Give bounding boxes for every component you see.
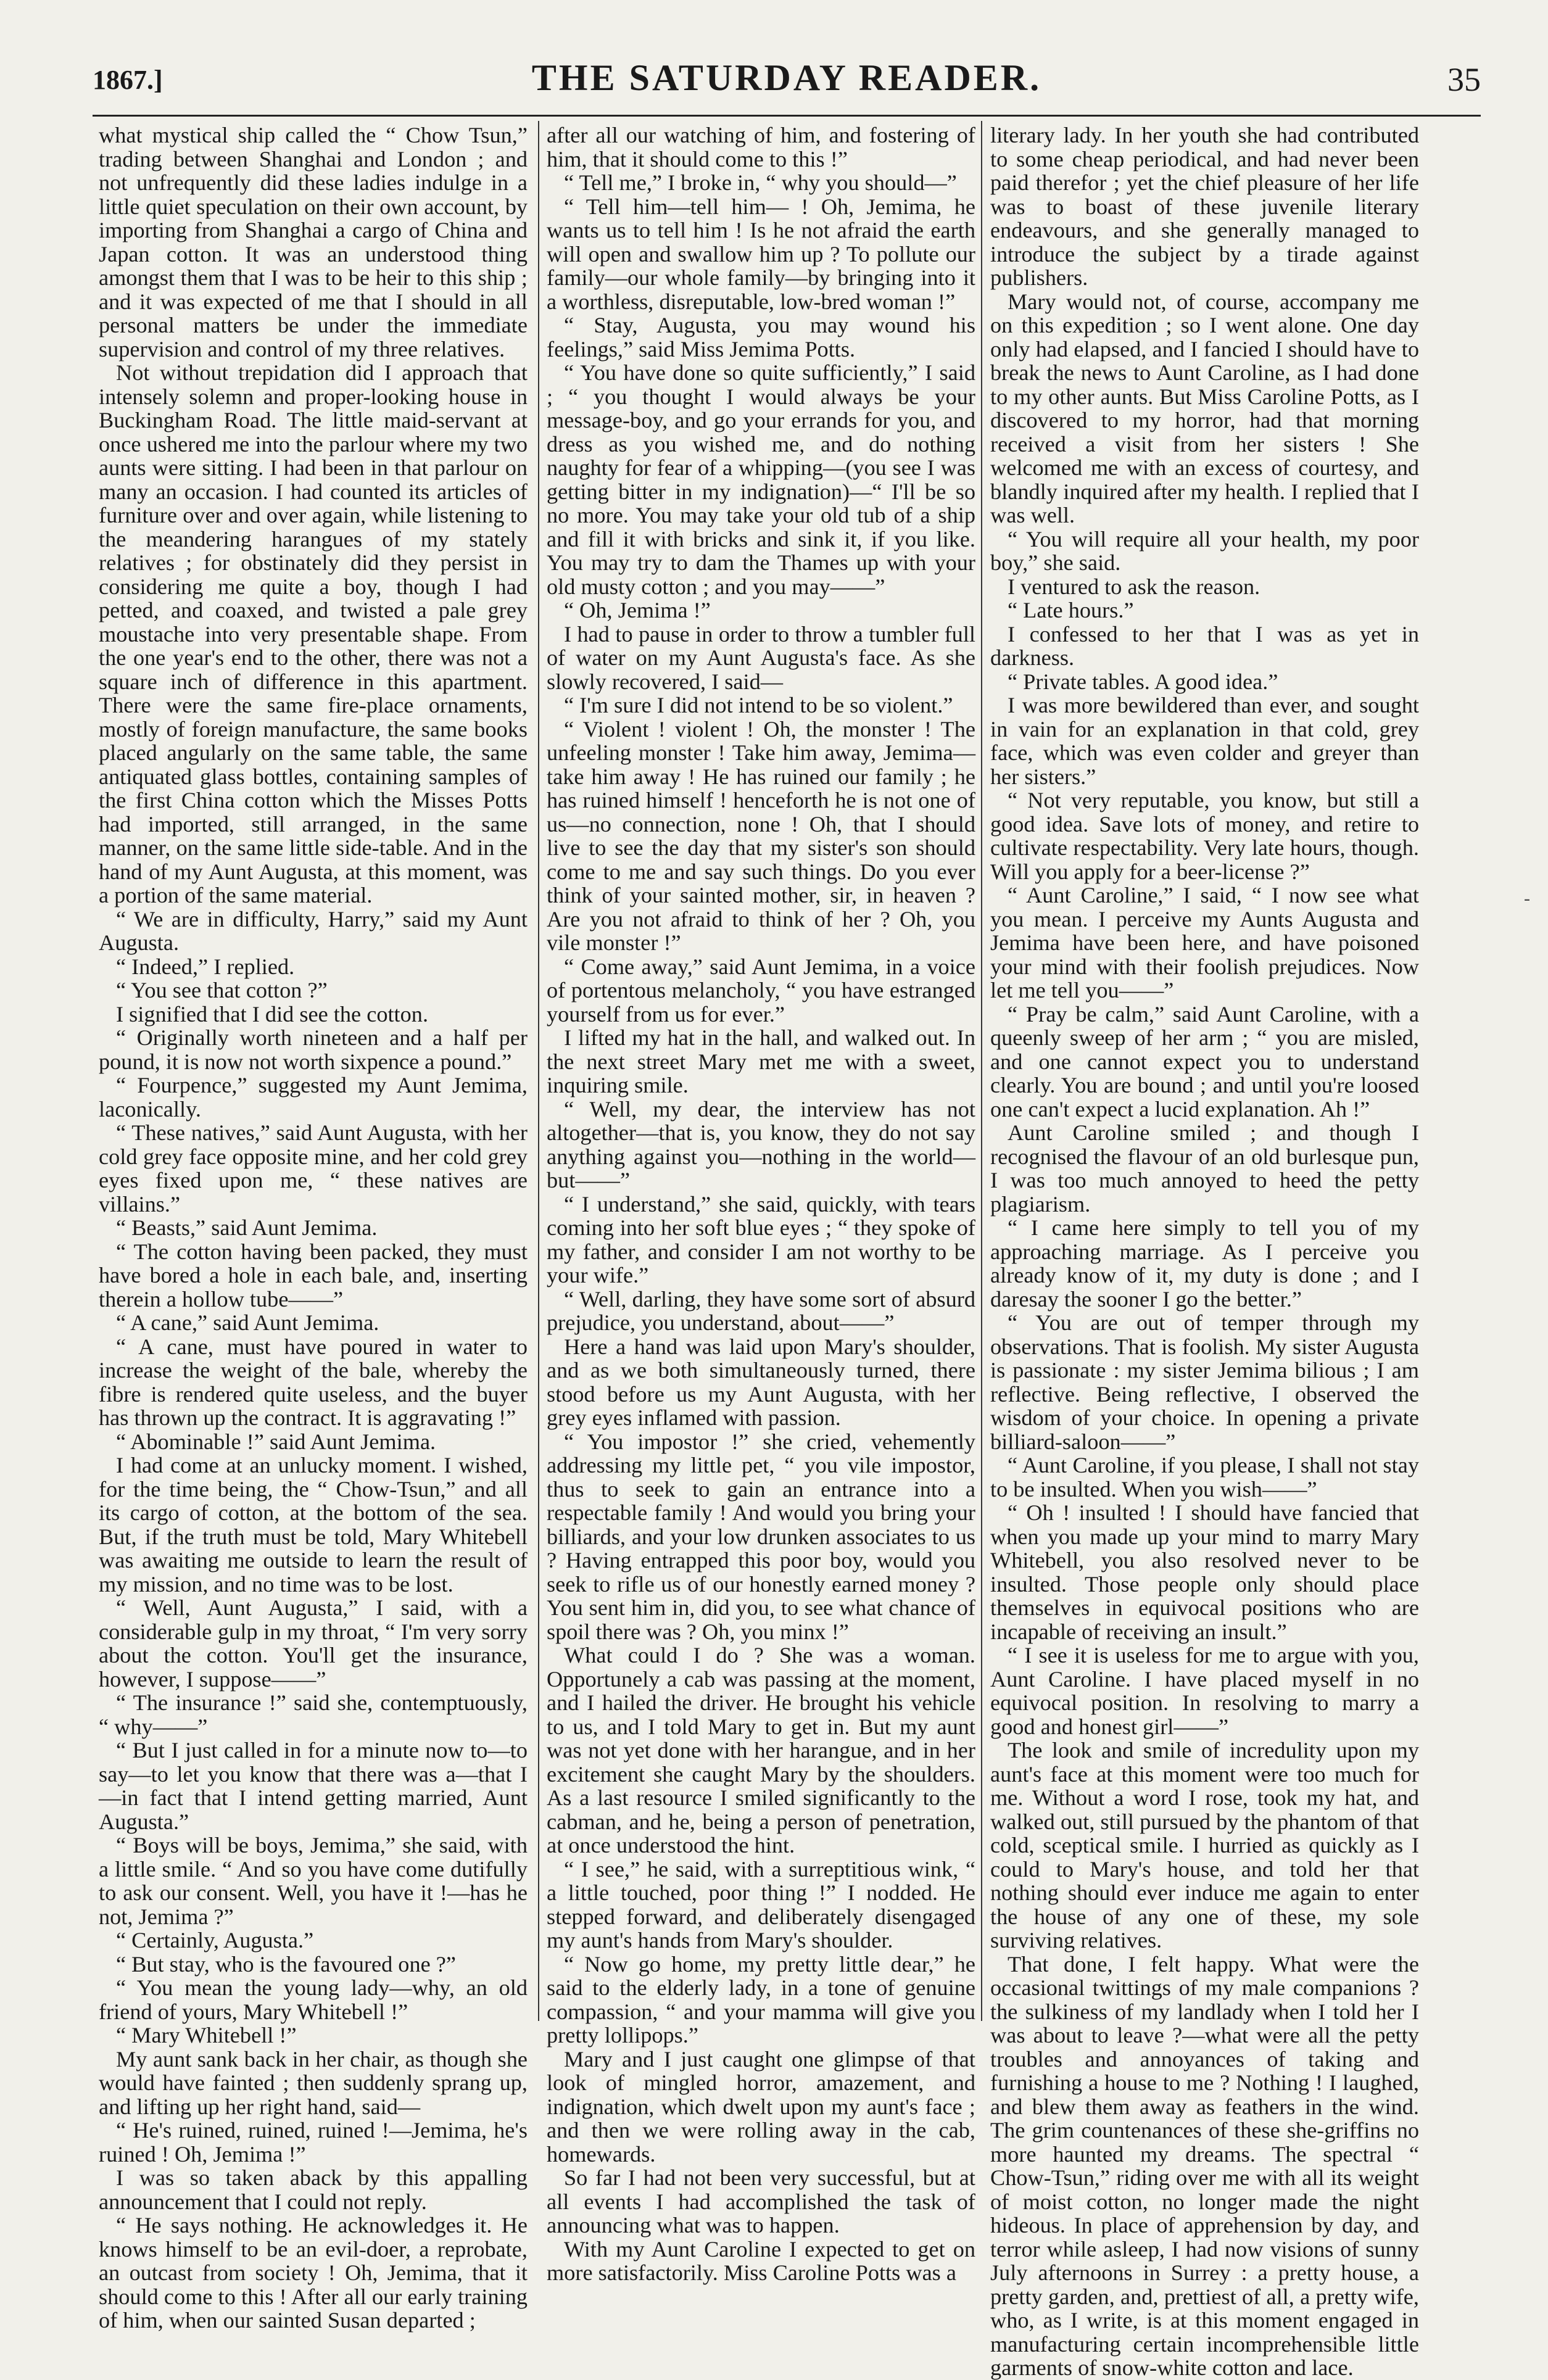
paragraph: “ A cane, must have poured in water to increase the weight of the bale, whereby the fibre is rendered quite useless, and the buyer has thrown up the contract. It is aggravating !” [99,1334,528,1430]
paragraph: “ I understand,” she said, quickly, with tears coming into her soft blue eyes ; “ they spoke of my father, and consider I am not worthy to be your wife.” [547,1191,975,1287]
paragraph: “ The insurance !” said she, contemptuously, “ why——” [99,1690,528,1739]
paragraph: The look and smile of incredulity upon my aunt's face at this moment were too much for me. Without a word I rose, took my hat, and walked out, still pursued by the phantom of that cold, sceptical smile. I hurried as quickly as I could to Mary's house, and told her that nothing should ever induce me again to enter the house of any one of these, my sole surviving relatives. [990,1738,1419,1952]
paragraph: “ Fourpence,” suggested my Aunt Jemima, laconically. [99,1073,528,1122]
paragraph: after all our watching of him, and fostering of him, that it should come to this !” [547,123,975,171]
paragraph: “ But I just called in for a minute now to—to say—to let you know that there was a—that I —in fact that I intend getting married, Aunt Augusta.” [99,1738,528,1834]
column-divider-1 [538,121,539,2021]
paragraph: “ Certainly, Augusta.” [116,1928,314,1952]
paragraph: What could I do ? She was a woman. Opportunely a cab was passing at the moment, and I hailed the driver. He brought his vehicle to us, and I told Mary to get in. But my aunt was not yet done with her harangue, and in her excitement she caught Mary by the shoulders. As a last resource I smiled significantly to the cabman, and he, being a person of penetration, at once understood the hint. [547,1643,975,1857]
paragraph: “ Indeed,” I replied. [116,954,295,979]
paragraph: So far I had not been very successful, but at all events I had accomplished the task of announcing what was to happen. [547,2165,975,2237]
paragraph: “ Not very reputable, you know, but still a good idea. Save lots of money, and retire to cultivate respectability. Very late hours, though. Will you apply for a beer-license ?” [990,788,1419,884]
paragraph: I confessed to her that I was as yet in darkness. [990,621,1419,670]
paragraph: I signified that I did see the cotton. [116,1001,429,1027]
paragraph: “ Originally worth nineteen and a half per pound, it is now not worth sixpence a pound.” [99,1025,528,1074]
paragraph: I lifted my hat in the hall, and walked out. In the next street Mary met me with a sweet, inquiring smile. [547,1025,975,1097]
paragraph: “ Private tables. A good idea.” [1008,669,1278,694]
paragraph: literary lady. In her youth she had contributed to some cheap periodical, and had never been paid therefor ; yet the chief pleasure of her life was to boast of these juvenile literary endeavours, and she generally managed to introduce the subject by a tirade against publishers. [990,123,1419,290]
paragraph: “ Now go home, my pretty little dear,” he said to the elderly lady, in a tone of genuine compassion, “ and your mamma will give you pretty lollipops.” [547,1951,975,2047]
paragraph: “ A cane,” said Aunt Jemima. [116,1310,379,1335]
paragraph: “ Come away,” said Aunt Jemima, in a voice of portentous melancholy, “ you have estranged yourself from us for ever.” [547,954,975,1027]
paragraph: “ I came here simply to tell you of my approaching marriage. As I perceive you already know of it, my duty is done ; and I daresay the sooner I go the better.” [990,1215,1419,1312]
paragraph: “ Well, my dear, the interview has not altogether—that is, you know, they do not say anything against you—nothing in the world—but——” [547,1096,975,1192]
paragraph: “ You are out of temper through my observations. That is foolish. My sister Augusta is passionate : my sister Jemima bilious ; I am reflective. Being reflective, I observed the wisdom of your choice. In opening a private billiard-saloon——” [990,1310,1419,1454]
paragraph: I was more bewildered than ever, and sought in vain for an explanation in that cold, grey face, which was even colder and greyer than her sisters.” [990,693,1419,789]
paragraph: “ He says nothing. He acknowledges it. He knows himself to be an evil-doer, a reprobate, an outcast from society ! Oh, Jemima, that it should come to this ! After all our early training of him, when our sainted Susan departed ; [99,2213,528,2332]
text-column-3 [990,123,1419,2380]
paragraph: “ Tell him—tell him— ! Oh, Jemima, he wants us to tell him ! Is he not afraid the earth will open and swallow him up ? To pollute our family—our whole family—by bringing into it a worthless, disreputable, low-bred woman !” [547,194,975,314]
paragraph: With my Aunt Caroline I expected to get on more satisfactorily. Miss Caroline Potts was a [547,2236,975,2285]
paragraph: Aunt Caroline smiled ; and though I recognised the flavour of an old burlesque pun, I was too much annoyed to heed the petty plagiarism. [990,1120,1419,1217]
paragraph: “ Pray be calm,” said Aunt Caroline, with a queenly sweep of her arm ; “ you are misled, and one cannot expect you to understand clearly. You are bound ; and until you're loosed one can't expect a lucid explanation. Ah !” [990,1001,1419,1122]
paragraph: “ Late hours.” [1008,598,1134,622]
paragraph: “ You impostor !” she cried, vehemently addressing my little pet, “ you vile impostor, thus to seek to gain an entrance into a respectable family ! And would you bring your billiards, and your low drunken associates to us ? Having entrapped this poor boy, would you seek to rifle us of our honestly earned money ? You sent him in, did you, to see what chance of spoil there was ? Oh, you minx !” [547,1429,975,1644]
paragraph: “ Oh, Jemima !” [564,598,711,622]
paragraph: I was so taken aback by this appalling announcement that I could not reply. [99,2165,528,2214]
paragraph: “ You mean the young lady—why, an old friend of yours, Mary Whitebell !” [99,1975,528,2024]
paragraph: I ventured to ask the reason. [1008,574,1260,599]
paragraph: “ You will require all your health, my poor boy,” she said. [990,526,1419,575]
paragraph: “ You have done so quite sufficiently,” I said ; “ you thought I would always be your message-boy, and go your errands for you, and dress as you wished me, and do nothing naughty for fear of a whipping—(you see I was getting bitter in my indignation)—“ I'll be so no more. You may take your old tub of a ship and fill it with bricks and sink it, if you like. You may try to dam the Thames up with your old musty cotton ; and you may——” [547,360,975,599]
paragraph: “ Aunt Caroline,” I said, “ I now see what you mean. I perceive my Aunts Augusta and Jemima have been here, and have poisoned your mind with their foolish prejudices. Now let me tell you——” [990,883,1419,1002]
paragraph: “ Violent ! violent ! Oh, the monster ! The unfeeling monster ! Take him away, Jemima—take him away ! He has ruined our family ; he has ruined himself ! henceforth he is not one of us—no connection, none ! Oh, that I should live to see the day that my sister's son should come to me and say such things. Do you ever think of your sainted mother, sir, in heaven ? Are you not afraid to think of her ? Oh, you vile monster !” [547,716,975,955]
paragraph: I had come at an unlucky moment. I wished, for the time being, the “ Chow-Tsun,” and all its cargo of cotton, at the bottom of the sea. But, if the truth must be told, Mary Whitebell was awaiting me outside to learn the result of my mission, and no time was to be lost. [99,1453,528,1597]
paragraph: Mary would not, of course, accompany me on this expedition ; so I went alone. One day only had elapsed, and I fancied I should have to break the news to Aunt Caroline, as I had done to my other aunts. But Miss Caroline Potts, as I discovered to my horror, had that morning received a visit from her sisters ! She welcomed me with an excess of courtesy, and blandly inquired after my health. I replied that I was well. [990,289,1419,527]
paragraph: “ The cotton having been packed, they must have bored a hole in each bale, and, inserting therein a hollow tube——” [99,1239,528,1312]
paragraph: “ Well, Aunt Augusta,” I said, with a considerable gulp in my throat, “ I'm very sorry about the cotton. You'll get the insurance, however, I suppose——” [99,1595,528,1692]
paragraph: “ Abominable !” said Aunt Jemima. [116,1429,436,1454]
paragraph: “ I see it is useless for me to argue with you, Aunt Caroline. I have placed myself in no equivocal position. In resolving to marry a good and honest girl——” [990,1643,1419,1739]
paragraph: “ We are in difficulty, Harry,” said my Aunt Augusta. [99,906,528,955]
paragraph: “ Beasts,” said Aunt Jemima. [116,1215,378,1240]
paragraph: “ But stay, who is the favoured one ?” [116,1951,457,1977]
masthead-title: THE SATURDAY READER. [531,57,1042,98]
text-column-2 [547,123,975,2285]
page-header [93,57,1481,112]
paragraph: “ He's ruined, ruined, ruined !—Jemima, he's ruined ! Oh, Jemima !” [99,2118,528,2167]
paragraph: “ Boys will be boys, Jemima,” she said, with a little smile. “ And so you have come dutifully to ask our consent. Well, you have it !—has he not, Jemima ?” [99,1833,528,1929]
paragraph: “ Well, darling, they have some sort of absurd prejudice, you understand, about——” [547,1286,975,1335]
paragraph: Not without trepidation did I approach that intensely solemn and proper-looking house in Buckingham Road. The little maid-servant at once ushered me into the parlour where my two aunts were sitting. I had been in that parlour on many an occasion. I had counted its articles of furniture over and over again, while listening to the meandering harangues of my stately relatives ; for obstinately did they persist in considering me quite a boy, though I had petted, and coaxed, and twisted a pale grey moustache into very presentable shape. From the one year's end to the other, there was not a square inch of difference in this apartment. There were the same fire-place ornaments, mostly of foreign manufacture, the same books placed angularly on the same table, the same antiquated glass bottles, containing samples of the first China cotton which the Misses Potts had imported, still arranged, in the same manner, on the same little side-table. And in the hand of my Aunt Augusta, at this moment, was a portion of the same material. [99,360,528,907]
paragraph: That done, I felt happy. What were the occasional twittings of my male companions ? the sulkiness of my landlady when I told her I was about to leave ?—what were all the petty troubles and annoyances of taking and furnishing a house to me ? Nothing ! I laughed, and blew them away as feathers in the wind. The grim countenances of these she-griffins no more haunted my dreams. The spectral “ Chow-Tsun,” riding over me with all its weight of moist cotton, no longer made the night hideous. In place of apprehension by day, and terror while asleep, I had now visions of sunny July afternoons in Surrey : a pretty house, a pretty garden, and, prettiest of all, a pretty wife, who, as I write, is at this moment engaged in manufacturing certain incomprehensible little garments of snow-white cotton and lace. [990,1951,1419,2380]
paragraph: I had to pause in order to throw a tumbler full of water on my Aunt Augusta's face. As she slowly recovered, I said— [547,621,975,694]
column-divider-2 [981,121,982,2021]
margin-dash-mark: - [1524,888,1530,909]
paragraph: what mystical ship called the “ Chow Tsun,” trading between Shanghai and London ; and not unfrequently did these ladies indulge in a little quiet speculation on their own account, by importing from Shanghai a cargo of China and Japan cotton. It was an understood thing amongst them that I was to be heir to this ship ; and it was expected of me that I should in all personal matters be under the immediate supervision and control of my three relatives. [99,123,528,362]
paragraph: My aunt sank back in her chair, as though she would have fainted ; then suddenly sprang up, and lifting up her right hand, said— [99,2046,528,2119]
page-number: 35 [1447,61,1481,98]
issue-date: 1867.] [93,65,163,95]
paragraph: “ Aunt Caroline, if you please, I shall not stay to be insulted. When you wish——” [990,1453,1419,1502]
header-rule [93,115,1481,117]
paragraph: “ I'm sure I did not intend to be so violent.” [564,693,953,717]
text-column-1 [99,123,528,2332]
paragraph: Mary and I just caught one glimpse of that look of mingled horror, amazement, and indignation, which dwelt upon my aunt's face ; and then we were rolling away in the cab, homewards. [547,2046,975,2167]
paragraph: “ Stay, Augusta, you may wound his feelings,” said Miss Jemima Potts. [547,313,975,362]
paragraph: “ These natives,” said Aunt Augusta, with her cold grey face opposite mine, and her cold grey eyes fixed upon me, “ these natives are villains.” [99,1120,528,1217]
paragraph: “ Oh ! insulted ! I should have fancied that when you made up your mind to marry Mary Whitebell, you also resolved never to be insulted. Those people only should place themselves in equivocal positions who are incapable of receiving an insult.” [990,1500,1419,1644]
paragraph: “ Tell me,” I broke in, “ why you should—” [564,170,957,195]
paragraph: “ Mary Whitebell !” [116,2023,297,2047]
paragraph: Here a hand was laid upon Mary's shoulder, and as we both simultaneously turned, there stood before us my Aunt Augusta, with her grey eyes inflamed with passion. [547,1334,975,1430]
paragraph: “ I see,” he said, with a surreptitious wink, “ a little touched, poor thing !” I nodded. He stepped forward, and deliberately disengaged my aunt's hands from Mary's shoulder. [547,1856,975,1952]
paragraph: “ You see that cotton ?” [116,978,328,1002]
